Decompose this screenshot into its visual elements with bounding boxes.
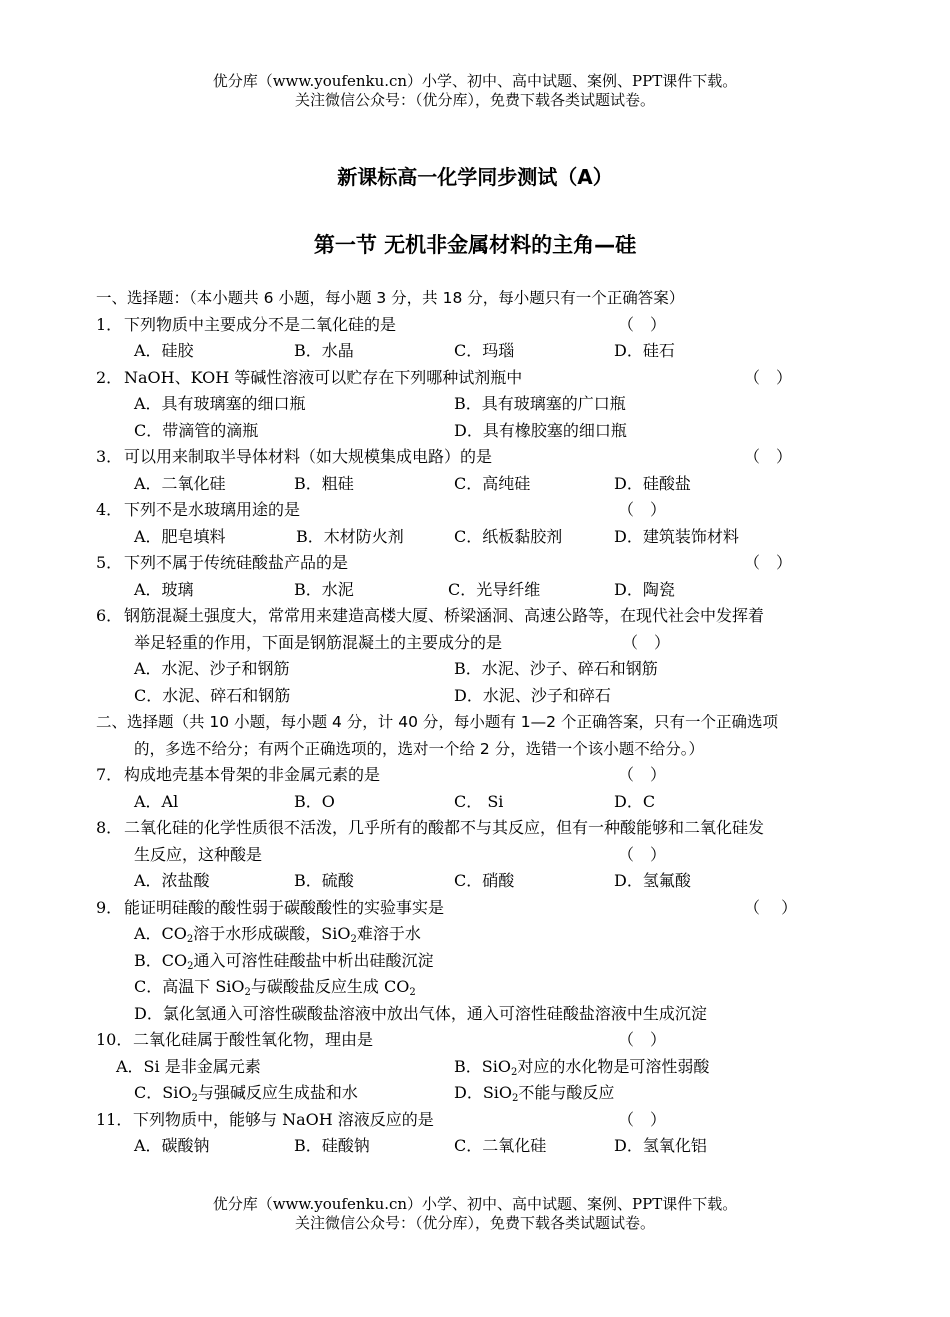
option-a: A．Si 是非金属元素 <box>116 1056 261 1076</box>
option-b: B．水泥 <box>294 579 354 599</box>
question-text-line-2: 生反应，这种酸是 <box>134 844 263 864</box>
document-subtitle: 第一节 无机非金属材料的主角—硅 <box>313 233 637 257</box>
question-10-options-cd <box>96 1080 856 1107</box>
answer-bracket: （ ） <box>744 367 793 387</box>
footer-line-1: 优分库（www.youfenku.cn）小学、初中、高中试题、案例、PPT课件下载。 <box>212 1195 738 1213</box>
answer-bracket: （ ） <box>622 632 671 652</box>
answer-bracket: （ ） <box>618 314 667 334</box>
answer-bracket: （ ） <box>618 1109 667 1129</box>
question-body <box>96 285 856 1160</box>
section-2-heading <box>96 709 856 736</box>
question-text-line-1: 二氧化硅的化学性质很不活泼，几乎所有的酸都不与其反应，但有一种酸能够和二氧化硅发 <box>124 818 765 837</box>
question-4 <box>96 497 856 524</box>
question-number: 6． <box>96 606 123 625</box>
question-2 <box>96 365 856 392</box>
question-6-options-ab <box>96 656 856 683</box>
question-6 <box>96 603 856 630</box>
option-b: B．粗硅 <box>294 473 354 493</box>
answer-bracket: （ ） <box>618 765 667 784</box>
question-text-line-2: 举足轻重的作用，下面是钢筋混凝土的主要成分的是 <box>134 632 503 652</box>
option-d: D．氢氟酸 <box>614 871 691 890</box>
option-d: D．具有橡胶塞的细口瓶 <box>454 420 627 440</box>
option-c: C．高纯硅 <box>454 473 531 493</box>
option-a: A．玻璃 <box>134 579 194 599</box>
question-9-option-b <box>96 948 856 975</box>
option-d: D．硅石 <box>614 341 675 360</box>
page-header <box>0 72 950 110</box>
question-10-options-ab <box>96 1054 856 1081</box>
option-d: D．建筑装饰材料 <box>614 526 739 546</box>
option-d: D．SiO$_2$不能与酸反应 <box>454 1083 615 1104</box>
question-1-options <box>96 338 856 365</box>
option-d: D．氯化氢通入可溶性碳酸盐溶液中放出气体，通入可溶性硅酸盐溶液中生成沉淀 <box>134 1003 707 1023</box>
footer-line-2: 关注微信公众号：（优分库），免费下载各类试题试卷。 <box>294 1214 655 1232</box>
question-text: 构成地壳基本骨架的非金属元素的是 <box>124 765 381 784</box>
page-footer <box>0 1195 950 1233</box>
question-number: 8． <box>96 818 123 837</box>
question-text: 下列物质中主要成分不是二氧化硅的是 <box>124 314 397 334</box>
option-b: B．水晶 <box>294 341 354 360</box>
option-a: A．肥皂填料 <box>134 526 226 546</box>
question-number: 4． <box>96 500 123 519</box>
question-8-options <box>96 868 856 895</box>
option-a: A．二氧化硅 <box>134 473 226 493</box>
question-text: 下列不属于传统硅酸盐产品的是 <box>124 553 349 572</box>
question-number: 2． <box>96 367 123 387</box>
section-2-heading-line-2: 的，多选不给分；有两个正确选项的，选对一个给 2 分，选错一个该小题不给分。） <box>134 739 704 758</box>
option-d: D．硅酸盐 <box>614 473 691 493</box>
question-text: 能证明硅酸的酸性弱于碳酸酸性的实验事实是 <box>124 897 445 917</box>
option-a: A．$CO_2$溶于水形成碳酸，SiO$_2$难溶于水 <box>134 924 421 945</box>
question-9-option-d <box>96 1001 856 1028</box>
question-3-options <box>96 471 856 498</box>
question-number: 1． <box>96 314 123 334</box>
question-11-options <box>96 1133 856 1160</box>
question-number: 9． <box>96 897 123 917</box>
answer-bracket: （ ） <box>744 897 798 917</box>
document-title: 新课标高一化学同步测试（A） <box>337 165 613 189</box>
option-d: D．C <box>614 791 656 811</box>
option-a: A．硅胶 <box>134 341 194 360</box>
question-7-options <box>96 789 856 816</box>
question-5 <box>96 550 856 577</box>
option-c: C．硝酸 <box>454 871 515 890</box>
section-2-heading-continued <box>96 736 856 763</box>
question-8-continued <box>96 842 856 869</box>
question-10 <box>96 1027 856 1054</box>
question-text: 下列物质中，能够与 NaOH 溶液反应的是 <box>133 1109 434 1129</box>
answer-bracket: （ ） <box>618 844 667 864</box>
option-b: B．具有玻璃塞的广口瓶 <box>454 394 626 413</box>
option-b: B．$CO_2$通入可溶性硅酸盐中析出硅酸沉淀 <box>134 950 434 972</box>
question-7 <box>96 762 856 789</box>
question-9-option-a <box>96 921 856 948</box>
section-1-heading: 一、选择题：（本小题共 6 小题，每小题 3 分，共 18 分，每小题只有一个正确答案） <box>96 289 685 307</box>
question-8 <box>96 815 856 842</box>
question-1 <box>96 312 856 339</box>
option-c: C．二氧化硅 <box>454 1136 547 1155</box>
question-number: 7． <box>96 765 123 784</box>
question-number: 5． <box>96 553 123 572</box>
question-5-options <box>96 577 856 604</box>
option-c: C．带滴管的滴瓶 <box>134 420 259 440</box>
question-9-option-c <box>96 974 856 1001</box>
question-text-line-1: 钢筋混凝土强度大，常常用来建造高楼大厦、桥梁涵洞、高速公路等，在现代社会中发挥着 <box>124 606 765 625</box>
option-a: A．浓盐酸 <box>134 871 210 890</box>
option-a: A．水泥、沙子和钢筋 <box>134 659 290 678</box>
answer-bracket: （ ） <box>744 447 793 466</box>
option-c: C．水泥、碎石和钢筋 <box>134 685 291 705</box>
option-d: D．氢氧化铝 <box>614 1136 707 1155</box>
question-6-options-cd <box>96 683 856 710</box>
option-d: D．水泥、沙子和碎石 <box>454 685 611 705</box>
question-text: 下列不是水玻璃用途的是 <box>124 500 301 519</box>
option-c: C．光导纤维 <box>448 579 541 599</box>
option-b: B．SiO$_2$对应的水化物是可溶性弱酸 <box>454 1056 710 1078</box>
option-b: B．O <box>294 791 335 811</box>
answer-bracket: （ ） <box>618 1030 667 1049</box>
option-c: C．纸板黏胶剂 <box>454 526 563 546</box>
answer-bracket: （ ） <box>618 500 667 519</box>
question-text: 二氧化硅属于酸性氧化物，理由是 <box>133 1030 374 1049</box>
question-number: 11． <box>96 1109 133 1129</box>
question-3 <box>96 444 856 471</box>
header-line-1: 优分库（www.youfenku.cn）小学、初中、高中试题、案例、PPT课件下载。 <box>212 72 738 90</box>
question-number: 10． <box>96 1030 133 1049</box>
question-text: NaOH、KOH 等碱性溶液可以贮存在下列哪种试剂瓶中 <box>124 367 523 387</box>
question-9 <box>96 895 856 922</box>
option-b: B．硫酸 <box>294 871 354 890</box>
question-text: 可以用来制取半导体材料（如大规模集成电路）的是 <box>124 447 493 466</box>
question-number: 3． <box>96 447 123 466</box>
option-c: C．高温下 SiO$_2$与碳酸盐反应生成 $CO_2$ <box>134 977 416 998</box>
option-b: B．硅酸钠 <box>294 1136 370 1155</box>
section-2-heading-line-1: 二、选择题（共 10 小题，每小题 4 分，计 40 分，每小题有 1—2 个正确答案，只有一个正确选项 <box>96 713 778 731</box>
option-c: C． Si <box>454 791 504 811</box>
option-a: A．碳酸钠 <box>134 1136 210 1155</box>
option-a: A．Al <box>134 791 179 811</box>
header-line-2: 关注微信公众号：（优分库），免费下载各类试题试卷。 <box>294 91 655 109</box>
option-d: D．陶瓷 <box>614 579 675 599</box>
question-4-options <box>96 524 856 551</box>
question-2-options-ab <box>96 391 856 418</box>
option-b: B．木材防火剂 <box>296 526 404 546</box>
option-a: A．具有玻璃塞的细口瓶 <box>134 394 306 413</box>
option-b: B．水泥、沙子、碎石和钢筋 <box>454 659 658 678</box>
question-6-continued <box>96 630 856 657</box>
option-c: C．SiO$_2$与强碱反应生成盐和水 <box>134 1083 358 1104</box>
option-c: C．玛瑙 <box>454 341 515 360</box>
question-11 <box>96 1107 856 1134</box>
answer-bracket: （ ） <box>744 553 793 572</box>
question-2-options-cd <box>96 418 856 445</box>
